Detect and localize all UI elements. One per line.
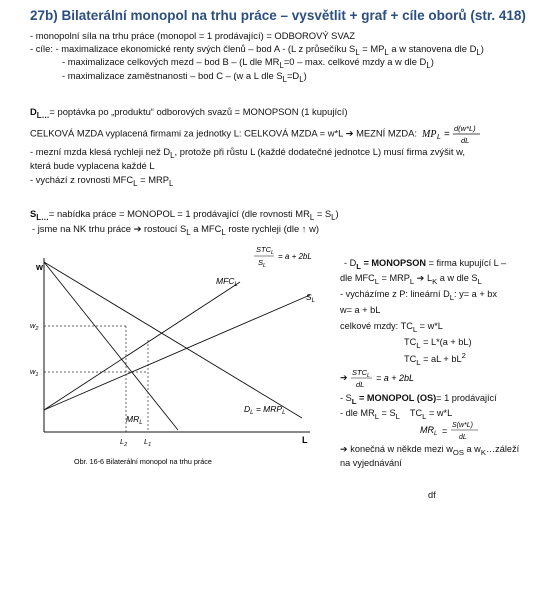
y-axis-label: w xyxy=(36,262,44,272)
svg-text:MP: MP xyxy=(421,129,437,140)
stc-derivative-formula xyxy=(350,367,440,389)
svg-text:L: L xyxy=(436,134,441,141)
svg-text:dL: dL xyxy=(459,434,467,441)
marginal-wage-formula xyxy=(420,123,490,145)
right-line-9: - $S_L$ = MONOPOL (OS)= 1 prodávající xyxy=(340,393,497,406)
demand-line-4: která bude vyplacena každé L xyxy=(30,160,155,171)
mr-formula xyxy=(418,419,488,443)
stc-denominator: $S_L$ xyxy=(258,258,267,269)
mfc-curve xyxy=(44,282,240,410)
x-axis-label: L xyxy=(302,435,308,445)
mr-label: $MR_L$ xyxy=(126,414,143,426)
stc-formula-rhs: = a + 2bL xyxy=(278,252,312,261)
l1-label: $L_1$ xyxy=(144,437,152,448)
right-line-3: - vycházíme z P: lineární $D_L$: y= a + bx xyxy=(340,289,497,302)
mr-curve xyxy=(44,262,178,430)
svg-text:dL: dL xyxy=(460,136,469,145)
right-line-10: - dle $MR_L = S_L$ $TC_L = w*L$ xyxy=(340,408,453,421)
right-line-13: na vyjednávání xyxy=(340,458,402,468)
right-line-1: - $D_L$ = MONOPSON = firma kupující L – xyxy=(344,258,507,271)
intro-line-3: - maximalizace celkových mezd – bod B – (L dle $MR_L=0 - \max$. celkové mzdy a w dle $D_L$) xyxy=(62,56,434,70)
w1-label: $w_1$ xyxy=(30,367,39,378)
dl-label: $D_L = MRP_L$ xyxy=(244,404,286,416)
chart-caption: Obr. 16-6 Bilaterální monopol na trhu práce xyxy=(74,457,212,466)
demand-curve xyxy=(44,262,302,418)
intro-line-4: - maximalizace zaměstnanosti – bod C – (w a L dle $S_L=D_L$) xyxy=(62,70,307,84)
l2-label: $L_2$ xyxy=(120,437,128,448)
svg-text:dL: dL xyxy=(356,380,365,389)
stc-numerator: $STC_L$ xyxy=(256,245,275,256)
right-df: df xyxy=(428,490,436,500)
right-line-7: $TC_L$ = aL + $bL^2$ xyxy=(404,351,466,367)
demand-line-5: - vychází z rovnosti $MFC_L = MRP_L$ xyxy=(30,174,174,188)
sl-label: $S_L$ xyxy=(306,292,316,304)
demand-line-2: CELKOVÁ MZDA vyplacená firmami za jednotky L: CELKOVÁ MZDA = w*L ➔ MEZNÍ MZDA: MP L = d(w*L) dL xyxy=(30,123,490,145)
intro-line-1: - monopolní síla na trhu práce (monopol = 1 prodávající) = ODBOROVÝ SVAZ xyxy=(30,30,355,41)
intro-line-2: - cíle: - maximalizace ekonomické renty svých členů – bod A - (L z průsečíku $S_L = MP_L$ a w stanovena dle $D_L$) xyxy=(30,43,484,57)
w2-label: $w_2$ xyxy=(30,321,39,332)
svg-text:d(w*L): d(w*L) xyxy=(453,124,476,133)
supply-line-1: $S_{L\dots}=$ nabídka práce = MONOPOL = 1 prodávající (dle rovnosti $MR_L = S_L$) xyxy=(30,208,339,222)
mfc-label: $MFC_L$ xyxy=(216,276,238,288)
demand-line-3: - mezní mzda klesá rychleji než $D_L$, protože při růstu L (každé dodatečné jednotce L) musí firma zvýšit w, xyxy=(30,146,465,160)
right-line-5: celkové mzdy: $TC_L = w*L$ xyxy=(340,321,443,334)
right-line-6: $TC_L = L*(a + bL)$ xyxy=(404,337,472,350)
right-line-2: dle $MFC_L = MRP_L$ ➔ $L_K$ a w dle $S_L$ xyxy=(340,273,482,286)
svg-text:= a + 2bL: = a + 2bL xyxy=(376,373,415,383)
svg-text:S(w*L): S(w*L) xyxy=(452,422,474,429)
svg-text:=: = xyxy=(442,426,448,436)
demand-line-1: $D_{L\dots}=$ poptávka po „produktu“ odborových svazů = MONOPSON (1 kupující) xyxy=(30,106,348,120)
svg-text:STCL: $STC_L$ xyxy=(352,368,371,379)
svg-text:MRL: $MR_L$ xyxy=(420,425,438,437)
page-title: 27b) Bilaterální monopol na trhu práce – vysvětlit + graf + cíle oborů (str. 418) xyxy=(30,8,526,23)
svg-text:=: = xyxy=(443,129,450,140)
right-line-4: w= a + bL xyxy=(340,305,381,315)
bilateral-monopoly-chart xyxy=(30,240,330,470)
supply-line-2: - jsme na NK trhu práce ➔ rostoucí $S_L$ a $MFC_L$ roste rychleji (dle ↑ w) xyxy=(32,223,319,237)
right-line-12: ➔ konečná w někde mezi $w_{OS}$ a $w_K\dots záleží$ xyxy=(340,444,520,457)
right-line-8: ➔ $STC_L$ dL = a + 2bL xyxy=(340,367,440,389)
